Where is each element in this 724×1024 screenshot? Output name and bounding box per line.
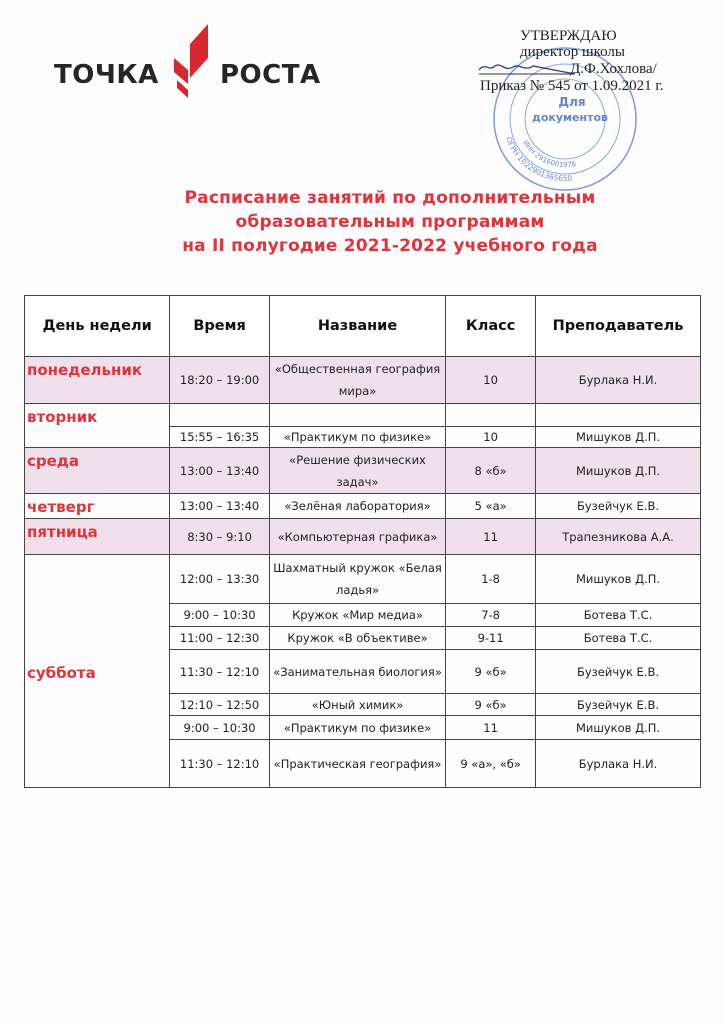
day-friday: пятница (25, 519, 170, 555)
cell-teacher: Мишуков Д.П. (536, 448, 701, 494)
table-row (25, 357, 701, 404)
cell-class: 10 (446, 427, 536, 448)
cell-time: 18:20 – 19:00 (170, 357, 270, 404)
cell-name: «Общественная география мира» (269, 357, 445, 404)
table-row (25, 519, 701, 555)
title-line-3: на II полугодие 2021-2022 учебного года (182, 236, 598, 256)
cell-name: «Юный химик» (269, 694, 445, 716)
cell-time: 9:00 – 10:30 (170, 604, 270, 627)
cell-empty (446, 404, 536, 427)
cell-teacher: Бузейчук Е.В. (536, 650, 701, 694)
stamp-ogrn: ОГРН 1022901365650 (504, 135, 573, 184)
cell-class: 11 (446, 716, 536, 740)
table-row (25, 494, 701, 519)
cell-teacher: Ботева Т.С. (536, 627, 701, 650)
cell-class: 11 (446, 519, 536, 555)
cell-time: 8:30 – 9:10 (170, 519, 270, 555)
cell-class: 9-11 (446, 627, 536, 650)
cell-name: «Занимательная биология» (269, 650, 445, 694)
cell-teacher: Трапезникова А.А. (536, 519, 701, 555)
cell-name: Кружок «Мир медиа» (269, 604, 445, 627)
cell-time: 13:00 – 13:40 (170, 448, 270, 494)
cell-teacher: Мишуков Д.П. (536, 427, 701, 448)
cell-time: 13:00 – 13:40 (170, 494, 270, 519)
cell-name: «Практикум по физике» (269, 427, 445, 448)
cell-teacher: Мишуков Д.П. (536, 555, 701, 604)
cell-time: 11:00 – 12:30 (170, 627, 270, 650)
cell-teacher: Бузейчук Е.В. (536, 694, 701, 716)
tochka-rosta-logo (54, 18, 324, 103)
day-thursday: четверг (25, 494, 170, 519)
cell-teacher: Мишуков Д.П. (536, 716, 701, 740)
cell-class: 1-8 (446, 555, 536, 604)
cell-name: Кружок «В объективе» (269, 627, 445, 650)
stamp-center-line2: документов (531, 111, 609, 124)
cell-time: 11:30 – 12:10 (170, 740, 270, 788)
day-tuesday: вторник (25, 404, 170, 448)
header-class: Класс (446, 296, 536, 357)
cell-teacher: Ботева Т.С. (536, 604, 701, 627)
cell-name: «Решение физических задач» (269, 448, 445, 494)
header-teacher: Преподаватель (536, 296, 701, 357)
header-time: Время (170, 296, 270, 357)
cell-time: 9:00 – 10:30 (170, 716, 270, 740)
cell-teacher: Бурлака Н.И. (536, 357, 701, 404)
cell-name: Шахматный кружок «Белая ладья» (269, 555, 445, 604)
approval-order: Приказ № 545 от 1.09.2021 г. (480, 78, 664, 94)
title-line-1: Расписание занятий по дополнительным (184, 188, 596, 208)
cell-class: 10 (446, 357, 536, 404)
cell-time: 12:10 – 12:50 (170, 694, 270, 716)
table-row (25, 555, 701, 604)
stamp-inn: ИНН 2916001976 (521, 138, 577, 170)
approval-position: директор школы (520, 44, 625, 60)
logo-text-left: ТОЧКА (54, 60, 159, 90)
sprout-icon (168, 18, 210, 100)
cell-class: 9 «б» (446, 650, 536, 694)
day-saturday: суббота (25, 555, 170, 788)
cell-time: 12:00 – 13:30 (170, 555, 270, 604)
cell-teacher: Бузейчук Е.В. (536, 494, 701, 519)
document-title (100, 186, 680, 258)
header-name: Название (269, 296, 445, 357)
cell-class: 5 «а» (446, 494, 536, 519)
cell-class: 8 «б» (446, 448, 536, 494)
approval-heading: УТВЕРЖДАЮ (520, 28, 617, 44)
cell-name: «Практическая география» (269, 740, 445, 788)
table-header-row (25, 296, 701, 357)
cell-class: 7-8 (446, 604, 536, 627)
cell-class: 9 «б» (446, 694, 536, 716)
schedule-table (24, 295, 701, 788)
table-row (25, 404, 701, 427)
approval-director-name: Д.Ф.Хохлова/ (570, 61, 657, 77)
cell-empty (170, 404, 270, 427)
table-row (25, 448, 701, 494)
cell-empty (536, 404, 701, 427)
day-monday: понедельник (25, 357, 170, 404)
logo-text-right: РОСТА (220, 60, 321, 90)
cell-class: 9 «а», «б» (446, 740, 536, 788)
cell-name: «Компьютерная графика» (269, 519, 445, 555)
cell-name: «Зелёная лаборатория» (269, 494, 445, 519)
cell-name: «Практикум по физике» (269, 716, 445, 740)
cell-empty (269, 404, 445, 427)
cell-time: 11:30 – 12:10 (170, 650, 270, 694)
signature (475, 60, 575, 76)
title-line-2: образовательным программам (235, 212, 545, 232)
header-day: День недели (25, 296, 170, 357)
day-wednesday: среда (25, 448, 170, 494)
stamp-center-line1: Для (558, 95, 586, 109)
cell-teacher: Бурлака Н.И. (536, 740, 701, 788)
cell-time: 15:55 – 16:35 (170, 427, 270, 448)
